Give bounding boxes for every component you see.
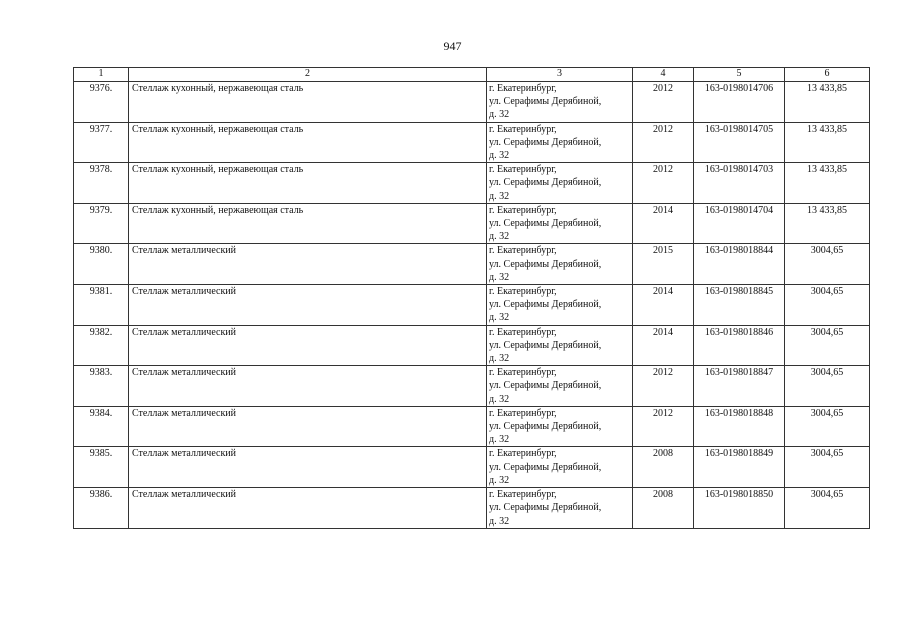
address-line: ул. Серафимы Дерябиной, [489,421,602,433]
column-header-2: 2 [129,68,487,82]
item-year: 2014 [633,285,694,326]
item-address [487,244,633,285]
table-row [74,325,870,366]
address-line: г. Екатеринбург, [489,83,557,94]
address-line: д. 32 [489,434,510,446]
row-number: 9376. [74,82,129,123]
address-line: ул. Серафимы Дерябиной, [489,258,602,270]
item-year: 2014 [633,325,694,366]
row-number: 9377. [74,122,129,163]
address-line: д. 32 [489,474,510,486]
item-year: 2014 [633,203,694,244]
address-line: ул. Серафимы Дерябиной, [489,299,602,311]
column-header-3: 3 [487,68,633,82]
item-cost: 3004,65 [785,447,870,488]
item-year: 2012 [633,82,694,123]
address-line: д. 32 [489,515,510,527]
address-line: д. 32 [489,190,510,202]
row-number: 9383. [74,366,129,407]
item-name: Стеллаж металлический [129,366,487,407]
address-line: г. Екатеринбург, [489,204,557,216]
address-line: г. Екатеринбург, [489,367,557,379]
column-header-6: 6 [785,68,870,82]
address-line: г. Екатеринбург, [489,245,557,257]
address-line: г. Екатеринбург, [489,164,557,176]
inventory-number: 163-0198014703 [694,163,785,204]
item-name: Стеллаж кухонный, нержавеющая сталь [129,122,487,163]
item-address [487,82,633,123]
item-name: Стеллаж кухонный, нержавеющая сталь [129,163,487,204]
table-row [74,203,870,244]
item-cost: 13 433,85 [785,122,870,163]
item-name: Стеллаж металлический [129,406,487,447]
inventory-number: 163-0198018845 [694,285,785,326]
address-line: д. 32 [489,353,510,365]
item-cost: 13 433,85 [785,163,870,204]
row-number: 9386. [74,488,129,529]
address-line: ул. Серафимы Дерябиной, [489,461,602,473]
item-year: 2012 [633,366,694,407]
address-line: д. 32 [489,271,510,283]
column-header-5: 5 [694,68,785,82]
inventory-number: 163-0198018846 [694,325,785,366]
inventory-number: 163-0198014704 [694,203,785,244]
item-name: Стеллаж металлический [129,488,487,529]
address-line: г. Екатеринбург, [489,489,557,501]
address-line: д. 32 [489,150,510,162]
item-address [487,203,633,244]
item-name: Стеллаж кухонный, нержавеющая сталь [129,82,487,123]
item-year: 2012 [633,406,694,447]
item-name: Стеллаж кухонный, нержавеющая сталь [129,203,487,244]
address-line: ул. Серафимы Дерябиной, [489,380,602,392]
item-year: 2008 [633,488,694,529]
item-cost: 13 433,85 [785,82,870,123]
item-cost: 3004,65 [785,325,870,366]
inventory-number: 163-0198018850 [694,488,785,529]
address-line: ул. Серафимы Дерябиной, [489,218,602,230]
item-name: Стеллаж металлический [129,244,487,285]
page-number: 947 [443,39,462,53]
row-number: 9382. [74,325,129,366]
table-row [74,82,870,123]
row-number: 9380. [74,244,129,285]
row-number: 9379. [74,203,129,244]
item-name: Стеллаж металлический [129,325,487,366]
item-cost: 3004,65 [785,488,870,529]
inventory-number: 163-0198018847 [694,366,785,407]
address-line: д. 32 [489,231,510,243]
row-number: 9378. [74,163,129,204]
address-line: д. 32 [489,393,510,405]
inventory-number: 163-0198014705 [694,122,785,163]
item-cost: 13 433,85 [785,203,870,244]
address-line: ул. Серафимы Дерябиной, [489,96,602,108]
property-registry-table [73,67,870,529]
inventory-number: 163-0198018844 [694,244,785,285]
row-number: 9384. [74,406,129,447]
item-cost: 3004,65 [785,366,870,407]
item-address [487,366,633,407]
column-header-4: 4 [633,68,694,82]
item-name: Стеллаж металлический [129,447,487,488]
item-address [487,285,633,326]
item-year: 2012 [633,122,694,163]
item-name: Стеллаж металлический [129,285,487,326]
address-line: г. Екатеринбург, [489,123,557,135]
inventory-number: 163-0198018848 [694,406,785,447]
address-line: г. Екатеринбург, [489,407,557,419]
item-year: 2012 [633,163,694,204]
column-header-1: 1 [74,68,129,82]
table-row [74,244,870,285]
item-address [487,163,633,204]
item-cost: 3004,65 [785,406,870,447]
address-line: д. 32 [489,312,510,324]
table-row [74,488,870,529]
item-address [487,447,633,488]
item-year: 2008 [633,447,694,488]
item-year: 2015 [633,244,694,285]
address-line: г. Екатеринбург, [489,286,557,298]
inventory-number: 163-0198014706 [694,82,785,123]
item-address [487,325,633,366]
address-line: д. 32 [489,109,510,121]
table-row [74,285,870,326]
item-cost: 3004,65 [785,244,870,285]
table-row [74,163,870,204]
table-row [74,122,870,163]
item-address [487,122,633,163]
address-line: г. Екатеринбург, [489,326,557,338]
address-line: ул. Серафимы Дерябиной, [489,136,602,148]
row-number: 9381. [74,285,129,326]
address-line: ул. Серафимы Дерябиной, [489,339,602,351]
item-cost: 3004,65 [785,285,870,326]
table-row [74,406,870,447]
inventory-number: 163-0198018849 [694,447,785,488]
row-number: 9385. [74,447,129,488]
header-row [74,68,870,82]
table-row [74,366,870,407]
address-line: г. Екатеринбург, [489,448,557,460]
table-row [74,447,870,488]
item-address [487,406,633,447]
address-line: ул. Серафимы Дерябиной, [489,502,602,514]
table-body [74,82,870,529]
item-address [487,488,633,529]
address-line: ул. Серафимы Дерябиной, [489,177,602,189]
